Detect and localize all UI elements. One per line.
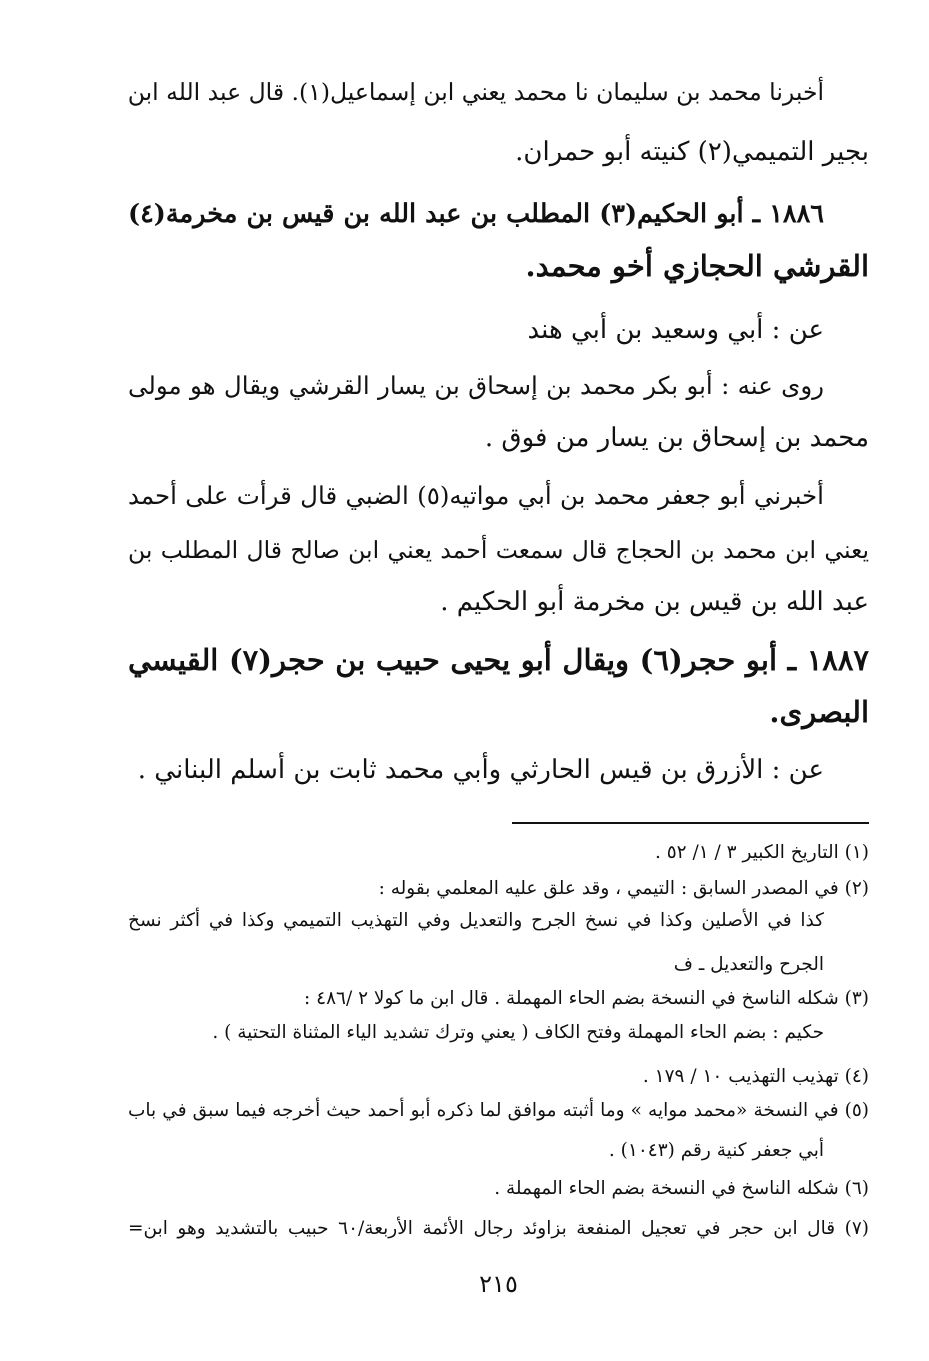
footnote: (٤) تهذيب التهذيب ١٠ / ١٧٩ . [642,1066,869,1087]
entry-heading-1886: ١٨٨٦ ـ أبو الحكيم(٣) المطلب بن عبد الله بن قيس بن مخرمة(٤) [128,199,824,229]
entry-heading-1887: ١٨٨٧ ـ أبو حجر(٦) ويقال أبو يحيى حبيب بن حجر(٧) القيسي [128,643,869,677]
footnote: (١) التاريخ الكبير ٣ / ١/ ٥٢ . [654,842,869,863]
footnote-cont: كذا في الأصلين وكذا في نسخ الجرح والتعديل وفي التهذيب التميمي وكذا في أكثر نسخ [128,910,824,931]
footnote: (٢) في المصدر السابق : التيمي ، وقد علق عليه المعلمي بقوله : [378,878,869,899]
body-line: عبد الله بن قيس بن مخرمة أبو الحكيم . [440,587,869,617]
body-line: عن : أبي وسعيد بن أبي هند [527,315,824,345]
footnote-cont: أبي جعفر كنية رقم (١٠٤٣) . [608,1140,824,1161]
body-line: أخبرني أبو جعفر محمد بن أبي مواتيه(٥) الضبي قال قرأت على أحمد [128,481,824,510]
body-line: عن : الأزرق بن قيس الحارثي وأبي محمد ثابت بن أسلم البناني . [137,755,824,785]
page-number: ٢١٥ [479,1270,518,1298]
body-line: روى عنه : أبو بكر محمد بن إسحاق بن يسار القرشي ويقال هو مولى [128,371,824,400]
book-page [128,0,869,1361]
entry-heading-1886-cont: القرشي الحجازي أخو محمد. [525,249,869,283]
entry-heading-1887-cont: البصرى. [769,695,869,729]
body-line: بجير التميمي(٢) كنيته أبو حمران. [515,137,869,167]
footnote: (٧) قال ابن حجر في تعجيل المنفعة بزاوئد رجال الأئمة الأربعة/٦٠ حبيب بالتشديد وهو ابن= [128,1218,869,1239]
footnote-cont: حكيم : بضم الحاء المهملة وفتح الكاف ( يعني وترك تشديد الياء المثناة التحتية ) . [212,1022,824,1043]
footnote: (٥) في النسخة «محمد موايه » وما أثبته موافق لما ذكره أبو أحمد حيث أخرجه فيما سبق في باب [128,1100,869,1121]
body-line: محمد بن إسحاق بن يسار من فوق . [484,423,869,453]
footnote: (٣) شكله الناسخ في النسخة بضم الحاء المهملة . قال ابن ما كولا ٢ /٤٨٦ : [304,988,869,1009]
body-line: يعني ابن محمد بن الحجاج قال سمعت أحمد يعني ابن صالح قال المطلب بن [128,536,869,564]
footnote-cont: الجرح والتعديل ـ ف [673,954,824,975]
body-line: أخبرنا محمد بن سليمان نا محمد يعني ابن إسماعيل(١). قال عبد الله ابن [127,78,824,106]
footnote: (٦) شكله الناسخ في النسخة بضم الحاء المهملة . [494,1178,869,1199]
footnote-separator [512,822,869,824]
